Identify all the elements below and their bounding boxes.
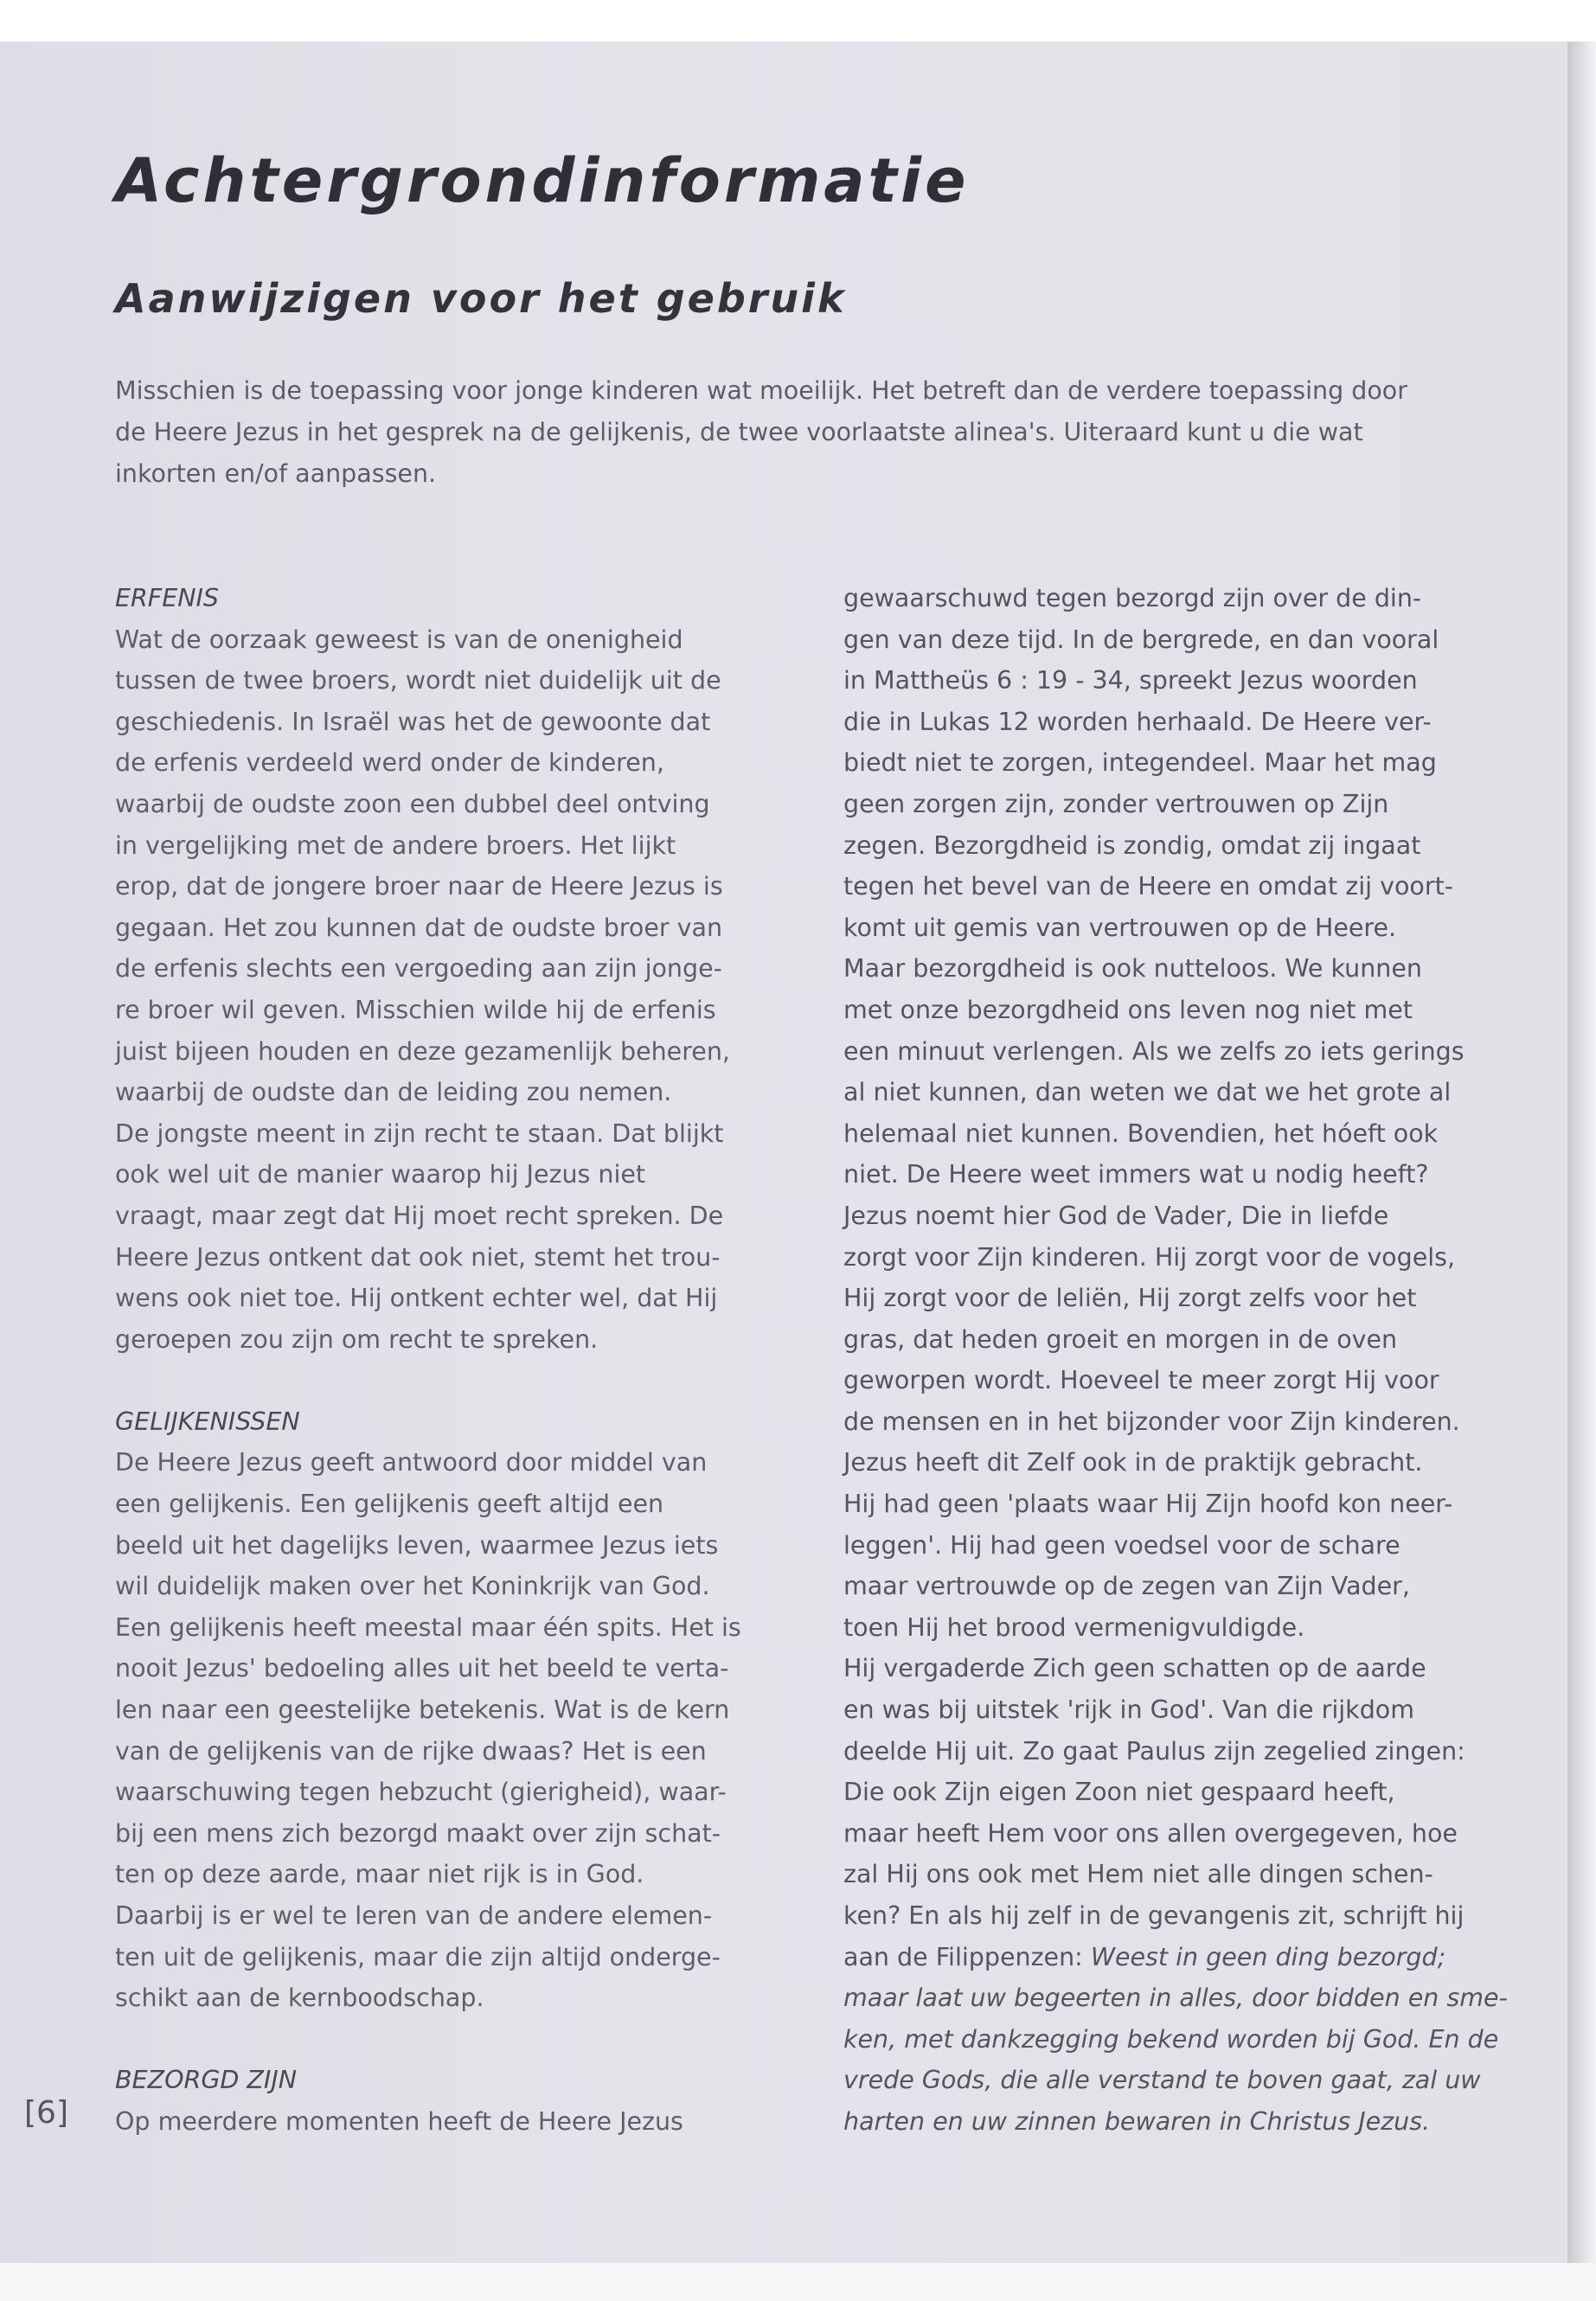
text-line: gras, dat heden groeit en morgen in de oven <box>843 1324 1398 1354</box>
page-spine <box>1567 42 1596 2263</box>
section-gelijkenissen-body <box>115 1442 781 2018</box>
text-line: geen zorgen zijn, zonder vertrouwen op Zijn <box>843 789 1389 818</box>
text-line: erop, dat de jongere broer naar de Heere Jezus is <box>115 872 723 901</box>
section-heading-gelijkenissen: GELIJKENISSEN <box>115 1407 300 1436</box>
text-line: gegaan. Het zou kunnen dat de oudste broer van <box>115 913 723 942</box>
section-heading-erfenis: ERFENIS <box>115 584 220 612</box>
section-erfenis-body <box>115 619 781 1361</box>
text-line: bij een mens zich bezorgd maakt over zijn schat- <box>115 1818 721 1848</box>
text-line: Daarbij is er wel te leren van de andere elemen- <box>115 1901 713 1930</box>
text-line: waarbij de oudste dan de leiding zou nemen. <box>115 1078 672 1107</box>
text-line: ten uit de gelijkenis, maar die zijn altijd onderge- <box>115 1942 721 1971</box>
text-line: de erfenis slechts een vergoeding aan zijn jonge- <box>115 954 722 984</box>
text-line: een gelijkenis. Een gelijkenis geeft altijd een <box>115 1490 664 1519</box>
quote-line: ken, met dankzegging bekend worden bij God. En de <box>843 2024 1499 2054</box>
text-line: beeld uit het dagelijks leven, waarmee Jezus iets <box>115 1530 719 1560</box>
text-line: zorgt voor Zijn kinderen. Hij zorgt voor de vogels, <box>843 1242 1456 1272</box>
text-line: de mensen en in het bijzonder voor Zijn kinderen. <box>843 1407 1460 1436</box>
text-line: en was bij uitstek 'rijk in God'. Van die rijkdom <box>843 1695 1414 1725</box>
text-line: komt uit gemis van vertrouwen op de Heere. <box>843 913 1397 942</box>
quote-line: maar laat uw begeerten in alles, door bidden en sme- <box>843 1984 1508 2013</box>
quote-italic: Weest in geen ding bezorgd; <box>1090 1942 1446 1971</box>
text-line: schikt aan de kernboodschap. <box>115 1984 484 2013</box>
section-spacer <box>115 1360 781 1401</box>
text-line: Wat de oorzaak geweest is van de onenigheid <box>115 625 683 654</box>
text-line: helemaal niet kunnen. Bovendien, het hóeft ook <box>843 1118 1439 1148</box>
text-line: leggen'. Hij had geen voedsel voor de schare <box>843 1530 1401 1560</box>
text-line: geschiedenis. In Israël was het de gewoonte dat <box>115 707 711 736</box>
section-heading-bezorgd-zijn: BEZORGD ZIJN <box>115 2066 298 2095</box>
page-subtitle: Aanwijzigen voor het gebruik <box>115 275 847 322</box>
text-line: biedt niet te zorgen, integendeel. Maar het mag <box>843 748 1437 778</box>
text-line: ken? En als hij zelf in de gevangenis zit, schrijft hij <box>843 1901 1465 1930</box>
text-line: zal Hij ons ook met Hem niet alle dingen schen- <box>843 1860 1433 1889</box>
text-line: juist bijeen houden en deze gezamenlijk beheren, <box>115 1036 730 1066</box>
text-line: tussen de twee broers, wordt niet duidelijk uit de <box>115 666 721 695</box>
text-line: Hij had geen 'plaats waar Hij Zijn hoofd kon neer- <box>843 1490 1453 1519</box>
text-line: Hij zorgt voor de leliën, Hij zorgt zelfs voor het <box>843 1284 1417 1313</box>
intro-paragraph <box>115 370 1499 495</box>
text-line: Op meerdere momenten heeft de Heere Jezus <box>115 2106 683 2136</box>
text-line: re broer wil geven. Misschien wilde hij de erfenis <box>115 995 716 1024</box>
intro-line: inkorten en/of aanpassen. <box>115 459 437 488</box>
text-line: toen Hij het brood vermenigvuldigde. <box>843 1612 1305 1642</box>
text-line: de erfenis verdeeld werd onder de kinderen, <box>115 748 664 778</box>
right-column <box>843 578 1509 2143</box>
text-line: Die ook Zijn eigen Zoon niet gespaard heeft, <box>843 1778 1395 1807</box>
text-line: Hij vergaderde Zich geen schatten op de aarde <box>843 1654 1426 1683</box>
text-line: deelde Hij uit. Zo gaat Paulus zijn zegelied zingen: <box>843 1736 1465 1766</box>
text-line: een minuut verlengen. Als we zelfs zo iets gerings <box>843 1036 1465 1066</box>
text-line: wens ook niet toe. Hij ontkent echter wel, dat Hij <box>115 1284 718 1313</box>
text-line: De Heere Jezus geeft antwoord door middel van <box>115 1448 708 1477</box>
text-line: tegen het bevel van de Heere en omdat zij voort- <box>843 872 1454 901</box>
text-line-mixed <box>843 1937 1509 1978</box>
text-line: al niet kunnen, dan weten we dat we het grote al <box>843 1078 1452 1107</box>
text-line: waarschuwing tegen hebzucht (gierigheid), waar- <box>115 1778 727 1807</box>
text-line: gen van deze tijd. In de bergrede, en dan vooral <box>843 625 1439 654</box>
page-title: Achtergrondinformatie <box>115 145 970 216</box>
text-line: ten op deze aarde, maar niet rijk is in God. <box>115 1860 644 1889</box>
text-line: in Mattheüs 6 : 19 - 34, spreekt Jezus woorden <box>843 666 1418 695</box>
section-spacer <box>115 2019 781 2061</box>
text-line: De jongste meent in zijn recht te staan. Dat blijkt <box>115 1118 724 1148</box>
text-normal: aan de Filippenzen: <box>843 1942 1091 1971</box>
text-line: zegen. Bezorgdheid is zondig, omdat zij ingaat <box>843 830 1421 860</box>
text-line: len naar een geestelijke betekenis. Wat is de kern <box>115 1695 730 1725</box>
text-line: die in Lukas 12 worden herhaald. De Heere ver- <box>843 707 1432 736</box>
text-line: nooit Jezus' bedoeling alles uit het beeld te verta- <box>115 1654 729 1683</box>
text-line: met onze bezorgdheid ons leven nog niet met <box>843 995 1413 1024</box>
text-line: maar vertrouwde op de zegen van Zijn Vader, <box>843 1572 1410 1601</box>
quote-line: harten en uw zinnen bewaren in Christus Jezus. <box>843 2106 1431 2136</box>
text-line: niet. De Heere weet immers wat u nodig heeft? <box>843 1160 1429 1189</box>
page-number: [6] <box>24 2095 68 2131</box>
text-line: geworpen wordt. Hoeveel te meer zorgt Hij voor <box>843 1366 1439 1395</box>
text-line: maar heeft Hem voor ons allen overgegeven, hoe <box>843 1818 1458 1848</box>
quote-line: vrede Gods, die alle verstand te boven gaat, zal uw <box>843 2066 1481 2095</box>
page-bottom-edge <box>0 2263 1596 2301</box>
left-column <box>115 578 781 2143</box>
text-line: vraagt, maar zegt dat Hij moet recht spreken. De <box>115 1201 724 1230</box>
text-line: Jezus heeft dit Zelf ook in de praktijk gebracht. <box>843 1448 1423 1477</box>
text-line: wil duidelijk maken over het Koninkrijk van God. <box>115 1572 710 1601</box>
text-line: van de gelijkenis van de rijke dwaas? Het is een <box>115 1736 707 1766</box>
text-line: ook wel uit de manier waarop hij Jezus niet <box>115 1160 646 1189</box>
intro-line: Misschien is de toepassing voor jonge kinderen wat moeilijk. Het betreft dan de verdere toepassing door <box>115 376 1407 405</box>
text-line: gewaarschuwd tegen bezorgd zijn over de din- <box>843 584 1422 612</box>
text-line: Jezus noemt hier God de Vader, Die in liefde <box>843 1201 1389 1230</box>
intro-line: de Heere Jezus in het gesprek na de gelijkenis, de twee voorlaatste alinea's. Uiteraard kunt u die wat <box>115 418 1363 446</box>
text-line: in vergelijking met de andere broers. Het lijkt <box>115 830 676 860</box>
text-line: waarbij de oudste zoon een dubbel deel ontving <box>115 789 710 818</box>
text-line: Maar bezorgdheid is ook nutteloos. We kunnen <box>843 954 1422 984</box>
text-line: Heere Jezus ontkent dat ook niet, stemt het trou- <box>115 1242 721 1272</box>
text-line: Een gelijkenis heeft meestal maar één spits. Het is <box>115 1612 741 1642</box>
section-bezorgd-body <box>115 2101 781 2143</box>
text-line: geroepen zou zijn om recht te spreken. <box>115 1324 599 1354</box>
